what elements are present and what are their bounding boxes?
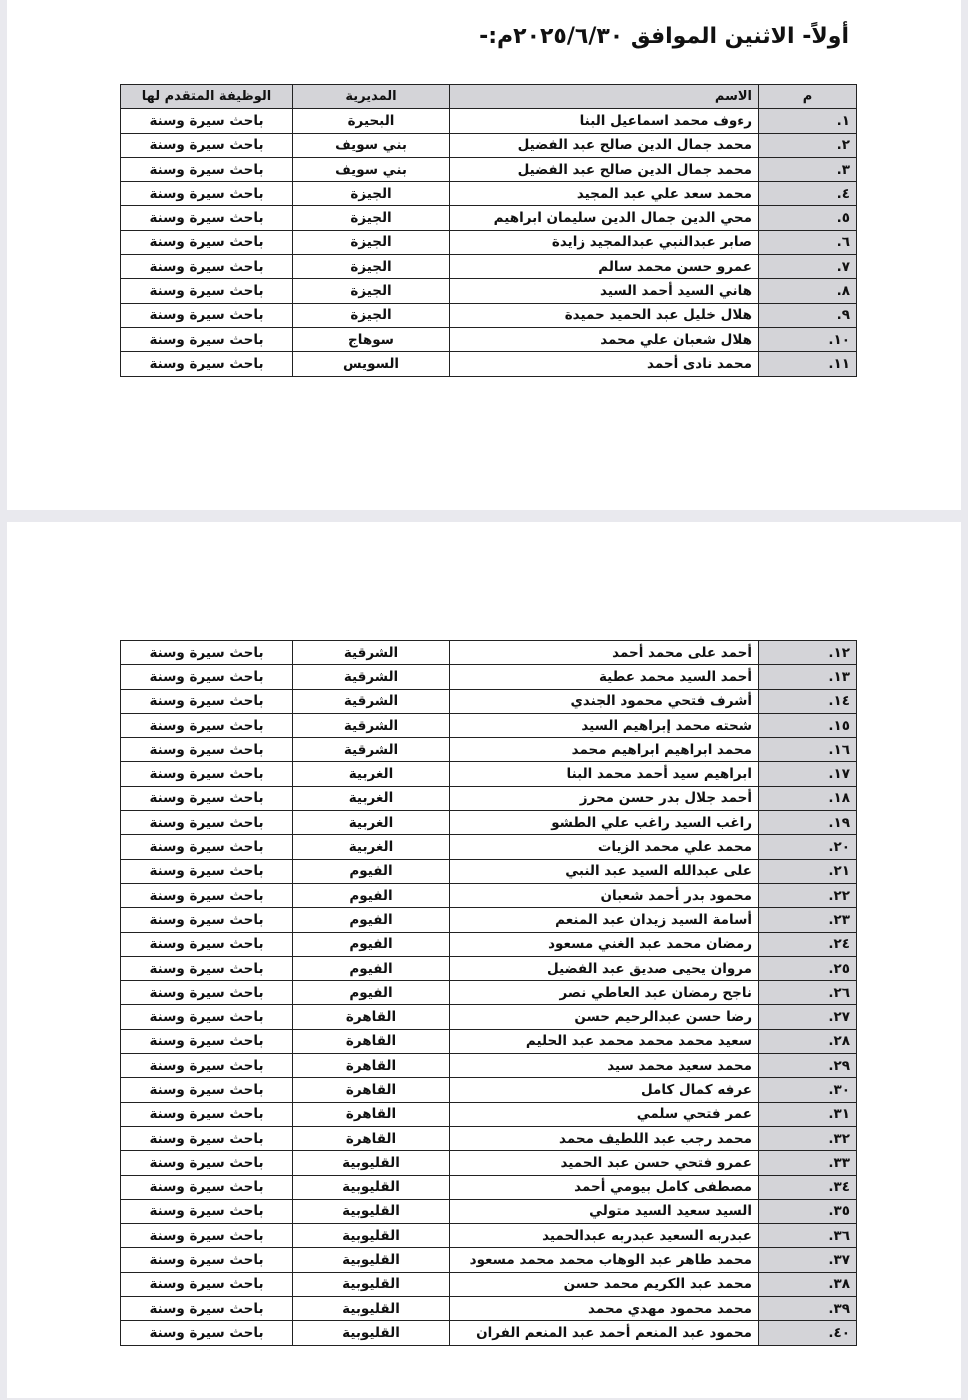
table-row [121, 762, 857, 786]
applied-job: باحث سيرة وسنة [121, 182, 293, 206]
applied-job: باحث سيرة وسنة [121, 1321, 293, 1345]
candidate-name: شحته محمد إبراهيم السيد [450, 713, 759, 737]
table-row [121, 689, 857, 713]
row-number: ٢٥. [759, 956, 857, 980]
directorate: الجيزة [293, 279, 450, 303]
row-number: ٢٤. [759, 932, 857, 956]
table-row [121, 1151, 857, 1175]
table-row [121, 786, 857, 810]
row-number: ١١. [759, 352, 857, 376]
table-row [121, 279, 857, 303]
table-row [121, 738, 857, 762]
applied-job: باحث سيرة وسنة [121, 206, 293, 230]
row-number: ٢٧. [759, 1005, 857, 1029]
table-row [121, 811, 857, 835]
applied-job: باحث سيرة وسنة [121, 1078, 293, 1102]
row-number: ٣٨. [759, 1272, 857, 1296]
row-number: ١٨. [759, 786, 857, 810]
candidate-name: عرفه كمال كامل [450, 1078, 759, 1102]
candidate-name: هلال خليل عبد الحميد حميدة [450, 303, 759, 327]
applied-job: باحث سيرة وسنة [121, 956, 293, 980]
directorate: الشرقية [293, 665, 450, 689]
directorate: الفيوم [293, 981, 450, 1005]
directorate: القاهرة [293, 1102, 450, 1126]
candidate-name: راغب السيد راغب علي الطشو [450, 811, 759, 835]
candidates-table-page-1 [120, 84, 857, 377]
candidate-name: رمضان محمد عبد الغني مسعود [450, 932, 759, 956]
row-number: ٢. [759, 133, 857, 157]
row-number: ٢٦. [759, 981, 857, 1005]
table-row [121, 641, 857, 665]
candidate-name: صابر عبدالنبي عبدالمجيد زايدة [450, 230, 759, 254]
applied-job: باحث سيرة وسنة [121, 835, 293, 859]
candidate-name: أحمد السيد محمد عطية [450, 665, 759, 689]
candidate-name: محمد نادى أحمد [450, 352, 759, 376]
table-row [121, 908, 857, 932]
candidate-name: عبدربه السعيد عبدربه عبدالحميد [450, 1224, 759, 1248]
candidate-name: محي الدين جمال الدين سليمان ابراهيم [450, 206, 759, 230]
table-row [121, 981, 857, 1005]
directorate: السويس [293, 352, 450, 376]
row-number: ٦. [759, 230, 857, 254]
row-number: ٨. [759, 279, 857, 303]
table-row [121, 713, 857, 737]
table-row [121, 665, 857, 689]
directorate: الجيزة [293, 255, 450, 279]
row-number: ٣. [759, 157, 857, 181]
applied-job: باحث سيرة وسنة [121, 1126, 293, 1150]
candidate-name: محمد علي محمد الزيات [450, 835, 759, 859]
candidate-name: أحمد على محمد أحمد [450, 641, 759, 665]
candidate-name: محمد محمود مهدي محمد [450, 1297, 759, 1321]
directorate: الشرقية [293, 738, 450, 762]
table-row [121, 109, 857, 133]
directorate: بني سويف [293, 133, 450, 157]
table-row [121, 1175, 857, 1199]
row-number: ٣٢. [759, 1126, 857, 1150]
applied-job: باحث سيرة وسنة [121, 1005, 293, 1029]
applied-job: باحث سيرة وسنة [121, 762, 293, 786]
candidate-name: رءوف محمد اسماعيل البنا [450, 109, 759, 133]
directorate: القليوبية [293, 1224, 450, 1248]
directorate: الشرقية [293, 713, 450, 737]
directorate: الفيوم [293, 932, 450, 956]
applied-job: باحث سيرة وسنة [121, 352, 293, 376]
table-row [121, 230, 857, 254]
column-header-directorate: المديرية [293, 85, 450, 109]
row-number: ٢٩. [759, 1054, 857, 1078]
candidate-name: أشرف فتحي محمود الجندي [450, 689, 759, 713]
row-number: ٣٧. [759, 1248, 857, 1272]
directorate: الغربية [293, 762, 450, 786]
table-row [121, 352, 857, 376]
row-number: ٣٣. [759, 1151, 857, 1175]
applied-job: باحث سيرة وسنة [121, 1297, 293, 1321]
table-body-page-2 [121, 641, 857, 1346]
table-row [121, 206, 857, 230]
applied-job: باحث سيرة وسنة [121, 908, 293, 932]
directorate: القليوبية [293, 1297, 450, 1321]
row-number: ٢٠. [759, 835, 857, 859]
directorate: الجيزة [293, 303, 450, 327]
directorate: الغربية [293, 811, 450, 835]
row-number: ١٩. [759, 811, 857, 835]
candidate-name: عمرو فتحي حسن عبد الحميد [450, 1151, 759, 1175]
row-number: ٣٠. [759, 1078, 857, 1102]
candidate-name: محمود بدر أحمد شعبان [450, 883, 759, 907]
candidate-name: محمد جمال الدين صالح عبد الفضيل [450, 157, 759, 181]
row-number: ٣٩. [759, 1297, 857, 1321]
table-row [121, 157, 857, 181]
applied-job: باحث سيرة وسنة [121, 1054, 293, 1078]
applied-job: باحث سيرة وسنة [121, 713, 293, 737]
row-number: ١٥. [759, 713, 857, 737]
candidate-name: محمد جمال الدين صالح عبد الفضيل [450, 133, 759, 157]
candidate-name: ناجح رمضان عبد العاطي نصر [450, 981, 759, 1005]
directorate: الغربية [293, 786, 450, 810]
applied-job: باحث سيرة وسنة [121, 279, 293, 303]
row-number: ١. [759, 109, 857, 133]
table-row [121, 303, 857, 327]
table-row [121, 327, 857, 351]
applied-job: باحث سيرة وسنة [121, 1102, 293, 1126]
candidate-name: محمد طاهر عبد الوهاب محمد محمد مسعود [450, 1248, 759, 1272]
candidate-name: مصطفى كامل بيومي أحمد [450, 1175, 759, 1199]
candidate-name: محمد سعد علي عبد المجيد [450, 182, 759, 206]
candidate-name: أحمد جلال بدر حسن محرز [450, 786, 759, 810]
applied-job: باحث سيرة وسنة [121, 932, 293, 956]
directorate: الفيوم [293, 956, 450, 980]
table-row [121, 859, 857, 883]
table-row [121, 1272, 857, 1296]
applied-job: باحث سيرة وسنة [121, 1199, 293, 1223]
table-body-page-1 [121, 109, 857, 376]
directorate: بني سويف [293, 157, 450, 181]
row-number: ٢٢. [759, 883, 857, 907]
table-row [121, 1126, 857, 1150]
directorate: القاهرة [293, 1054, 450, 1078]
candidate-name: محمد عبد الكريم محمد حسن [450, 1272, 759, 1296]
row-number: ٣٦. [759, 1224, 857, 1248]
candidate-name: مروان يحيى صديق عبد الفضيل [450, 956, 759, 980]
column-header-job: الوظيفة المتقدم لها [121, 85, 293, 109]
directorate: القاهرة [293, 1078, 450, 1102]
directorate: القاهرة [293, 1126, 450, 1150]
directorate: القليوبية [293, 1175, 450, 1199]
table-row [121, 956, 857, 980]
applied-job: باحث سيرة وسنة [121, 157, 293, 181]
table-row [121, 1297, 857, 1321]
candidate-name: هاني السيد أحمد السيد [450, 279, 759, 303]
applied-job: باحث سيرة وسنة [121, 1272, 293, 1296]
table-row [121, 883, 857, 907]
applied-job: باحث سيرة وسنة [121, 1175, 293, 1199]
applied-job: باحث سيرة وسنة [121, 1151, 293, 1175]
row-number: ١٤. [759, 689, 857, 713]
candidate-name: السيد سعيد السيد متولي [450, 1199, 759, 1223]
table-row [121, 932, 857, 956]
table-row [121, 1078, 857, 1102]
column-header-name: الاسم [450, 85, 759, 109]
directorate: الشرقية [293, 641, 450, 665]
row-number: ١٦. [759, 738, 857, 762]
row-number: ٢٣. [759, 908, 857, 932]
applied-job: باحث سيرة وسنة [121, 109, 293, 133]
table-row [121, 835, 857, 859]
directorate: الفيوم [293, 883, 450, 907]
table-row [121, 1199, 857, 1223]
table-row [121, 1102, 857, 1126]
row-number: ٩. [759, 303, 857, 327]
candidate-name: محمد رجب عبد اللطيف محمد [450, 1126, 759, 1150]
applied-job: باحث سيرة وسنة [121, 859, 293, 883]
table-row [121, 1321, 857, 1345]
row-number: ١٣. [759, 665, 857, 689]
applied-job: باحث سيرة وسنة [121, 641, 293, 665]
directorate: الجيزة [293, 206, 450, 230]
applied-job: باحث سيرة وسنة [121, 1029, 293, 1053]
candidate-name: محمد ابراهيم ابراهيم محمد [450, 738, 759, 762]
directorate: القليوبية [293, 1248, 450, 1272]
document-page-1 [7, 0, 961, 510]
candidate-name: محمود عبد المنعم أحمد عبد المنعم الفران [450, 1321, 759, 1345]
row-number: ١٢. [759, 641, 857, 665]
table-row [121, 1248, 857, 1272]
candidate-name: عمر فتحي سلمي [450, 1102, 759, 1126]
candidates-table-page-2 [120, 640, 857, 1346]
candidate-name: أسامة السيد زيدان عبد المنعم [450, 908, 759, 932]
row-number: ٣١. [759, 1102, 857, 1126]
directorate: البحيرة [293, 109, 450, 133]
candidate-name: سعيد محمد محمد محمد عبد الحليم [450, 1029, 759, 1053]
applied-job: باحث سيرة وسنة [121, 255, 293, 279]
directorate: سوهاج [293, 327, 450, 351]
applied-job: باحث سيرة وسنة [121, 738, 293, 762]
directorate: الجيزة [293, 230, 450, 254]
directorate: القليوبية [293, 1321, 450, 1345]
directorate: القليوبية [293, 1272, 450, 1296]
applied-job: باحث سيرة وسنة [121, 981, 293, 1005]
directorate: القاهرة [293, 1029, 450, 1053]
directorate: الفيوم [293, 859, 450, 883]
row-number: ٢٨. [759, 1029, 857, 1053]
table-row [121, 182, 857, 206]
directorate: الجيزة [293, 182, 450, 206]
applied-job: باحث سيرة وسنة [121, 133, 293, 157]
document-page-2 [7, 522, 961, 1398]
applied-job: باحث سيرة وسنة [121, 689, 293, 713]
table-row [121, 1224, 857, 1248]
directorate: القليوبية [293, 1199, 450, 1223]
directorate: القاهرة [293, 1005, 450, 1029]
directorate: الفيوم [293, 908, 450, 932]
table-row [121, 1054, 857, 1078]
column-header-number: م [759, 85, 857, 109]
row-number: ١٧. [759, 762, 857, 786]
row-number: ٣٤. [759, 1175, 857, 1199]
applied-job: باحث سيرة وسنة [121, 303, 293, 327]
applied-job: باحث سيرة وسنة [121, 883, 293, 907]
row-number: ٤٠. [759, 1321, 857, 1345]
applied-job: باحث سيرة وسنة [121, 811, 293, 835]
table-row [121, 255, 857, 279]
candidate-name: على عبدالله السيد عبد النبي [450, 859, 759, 883]
table-row [121, 1005, 857, 1029]
directorate: الشرقية [293, 689, 450, 713]
candidate-name: هلال شعبان علي محمد [450, 327, 759, 351]
table-row [121, 1029, 857, 1053]
applied-job: باحث سيرة وسنة [121, 665, 293, 689]
page-heading: أولاً- الاثنين الموافق ٢٠٢٥/٦/٣٠م:- [479, 24, 849, 49]
candidate-name: رضا حسن عبدالرحيم حسن [450, 1005, 759, 1029]
applied-job: باحث سيرة وسنة [121, 1224, 293, 1248]
table-header-row [121, 85, 857, 109]
candidate-name: محمد سعيد محمد سيد [450, 1054, 759, 1078]
applied-job: باحث سيرة وسنة [121, 327, 293, 351]
row-number: ٧. [759, 255, 857, 279]
row-number: ٣٥. [759, 1199, 857, 1223]
row-number: ٤. [759, 182, 857, 206]
directorate: الغربية [293, 835, 450, 859]
applied-job: باحث سيرة وسنة [121, 1248, 293, 1272]
applied-job: باحث سيرة وسنة [121, 786, 293, 810]
row-number: ١٠. [759, 327, 857, 351]
row-number: ٢١. [759, 859, 857, 883]
row-number: ٥. [759, 206, 857, 230]
candidate-name: عمرو حسن محمد سالم [450, 255, 759, 279]
applied-job: باحث سيرة وسنة [121, 230, 293, 254]
table-row [121, 133, 857, 157]
directorate: القليوبية [293, 1151, 450, 1175]
candidate-name: ابراهيم سيد أحمد محمد البنا [450, 762, 759, 786]
